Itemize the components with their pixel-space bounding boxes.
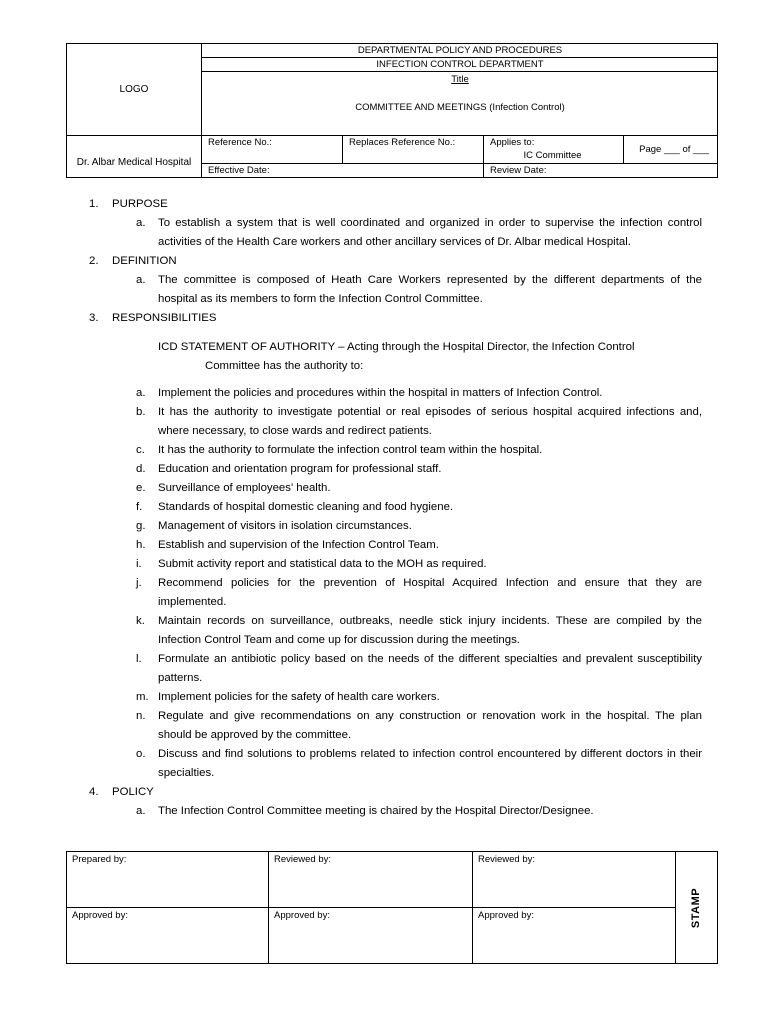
list-item-letter: o. (136, 748, 146, 760)
reviewed-by-label: Reviewed by: (274, 854, 332, 865)
list-item (0, 460, 768, 479)
list-item (0, 612, 768, 650)
list-item-letter: j. (136, 577, 142, 589)
list-item (0, 555, 768, 574)
list-item (0, 574, 768, 612)
prepared-by-cell (67, 852, 269, 908)
list-item-text: Formulate an antibiotic policy based on the needs of the different specialties and prevalent susceptibility patterns. (158, 653, 702, 684)
list-item (0, 441, 768, 460)
reviewed-by-cell (473, 852, 676, 908)
section-title: RESPONSIBILITIES (112, 312, 217, 324)
list-item-text: Recommend policies for the prevention of Hospital Acquired Infection and ensure that they are implemented. (158, 577, 702, 608)
signature-table (66, 851, 718, 964)
authority-statement-line1: ICD STATEMENT OF AUTHORITY – Acting through the Hospital Director, the Infection Control (158, 341, 635, 353)
list-item-text: Implement the policies and procedures within the hospital in matters of Infection Control. (158, 387, 603, 399)
approved-by-cell (473, 908, 676, 963)
reviewed-by-cell (269, 852, 473, 908)
prepared-by-label: Prepared by: (72, 854, 127, 865)
page-number: Page ___ of ___ (639, 144, 709, 155)
list-item-text: It has the authority to investigate potential or real episodes of serious hospital acquired infections and, where necessary, to close wards and redirect patients. (158, 406, 702, 437)
section-number: 4. (89, 786, 99, 798)
list-item-text: Discuss and find solutions to problems related to infection control encountered by different doctors in their specialties. (158, 748, 702, 779)
list-item-letter: f. (136, 501, 143, 513)
title-label: Title (451, 74, 469, 85)
list-item (0, 536, 768, 555)
reviewed-by-label: Reviewed by: (478, 854, 536, 865)
title-cell (202, 72, 718, 136)
list-item-letter: a. (136, 274, 146, 286)
list-item-text: Establish and supervision of the Infection Control Team. (158, 539, 439, 551)
section-title: DEFINITION (112, 255, 177, 267)
list-item (0, 707, 768, 745)
list-item (0, 403, 768, 441)
organization-cell (67, 136, 202, 178)
list-item (0, 384, 768, 403)
page-number-cell (624, 136, 718, 164)
list-item-text: It has the authority to formulate the infection control team within the hospital. (158, 444, 543, 456)
section-heading-definition (0, 252, 768, 271)
list-item-letter: b. (136, 406, 146, 418)
applies-to-value: IC Committee (523, 150, 582, 161)
list-item-letter: g. (136, 520, 146, 532)
list-item-text: Regulate and give recommendations on any construction or renovation work in the hospital. The plan should be approved by the committee. (158, 710, 702, 741)
section-title: PURPOSE (112, 198, 168, 210)
list-item-text: The Infection Control Committee meeting is chaired by the Hospital Director/Designee. (158, 805, 594, 817)
list-item-text: Implement policies for the safety of health care workers. (158, 691, 440, 703)
list-item-text: Management of visitors in isolation circumstances. (158, 520, 412, 532)
approved-by-label: Approved by: (72, 910, 128, 921)
review-date-cell (484, 164, 718, 178)
list-item-letter: m. (136, 691, 149, 703)
list-item-letter: l. (136, 653, 142, 665)
applies-to-label: Applies to: (490, 137, 535, 148)
list-item-text: To establish a system that is well coordinated and organized in order to supervise the infection control activities of the Health Care workers and other ancillary services of Dr. Albar medical Hospital. (158, 217, 702, 248)
authority-statement (0, 338, 768, 376)
list-item (0, 271, 768, 309)
section-heading-policy (0, 783, 768, 802)
list-item (0, 479, 768, 498)
list-item (0, 802, 768, 821)
organization-name: Dr. Albar Medical Hospital (76, 157, 192, 168)
stamp-cell (676, 852, 717, 963)
responsibilities-list (0, 384, 768, 783)
list-item (0, 498, 768, 517)
list-item-letter: a. (136, 387, 146, 399)
document-title: COMMITTEE AND MEETINGS (Infection Control) (355, 102, 565, 113)
list-item (0, 745, 768, 783)
approved-by-label: Approved by: (274, 910, 330, 921)
list-item (0, 688, 768, 707)
list-item-text: Maintain records on surveillance, outbreaks, needle stick injury incidents. These are compiled by the Infection Control Team and come up for discussion during the meetings. (158, 615, 702, 646)
section-number: 3. (89, 312, 99, 324)
list-item (0, 650, 768, 688)
document-header-table (66, 43, 718, 178)
list-item-letter: e. (136, 482, 146, 494)
replaces-reference-label: Replaces Reference No.: (349, 137, 456, 148)
list-item (0, 517, 768, 536)
approved-by-cell (67, 908, 269, 963)
section-number: 2. (89, 255, 99, 267)
section-title: POLICY (112, 786, 154, 798)
list-item-text: Surveillance of employees' health. (158, 482, 331, 494)
list-item-letter: a. (136, 805, 146, 817)
reference-no-cell (202, 136, 343, 164)
list-item-text: The committee is composed of Heath Care Workers represented by the different departments of the hospital as its members to form the Infection Control Committee. (158, 274, 702, 305)
department-name: INFECTION CONTROL DEPARTMENT (202, 58, 718, 72)
list-item-letter: a. (136, 217, 146, 229)
authority-statement-line2: Committee has the authority to: (205, 360, 364, 372)
replaces-reference-cell (343, 136, 484, 164)
applies-to-cell (484, 136, 624, 164)
list-item (0, 214, 768, 252)
list-item-letter: k. (136, 615, 145, 627)
effective-date-label: Effective Date: (208, 165, 270, 176)
list-item-letter: i. (136, 558, 142, 570)
list-item-letter: h. (136, 539, 146, 551)
section-heading-purpose (0, 195, 768, 214)
list-item-text: Submit activity report and statistical data to the MOH as required. (158, 558, 487, 570)
document-body (0, 195, 768, 821)
dept-policy-heading: DEPARTMENTAL POLICY AND PROCEDURES (202, 44, 718, 58)
review-date-label: Review Date: (490, 165, 547, 176)
effective-date-cell (202, 164, 484, 178)
approved-by-cell (269, 908, 473, 963)
section-heading-responsibilities (0, 309, 768, 328)
logo-placeholder (67, 44, 202, 136)
reference-no-label: Reference No.: (208, 137, 272, 148)
logo-text: LOGO (119, 84, 149, 95)
list-item-letter: c. (136, 444, 145, 456)
section-number: 1. (89, 198, 99, 210)
list-item-letter: d. (136, 463, 146, 475)
stamp-label: STAMP (690, 887, 703, 928)
approved-by-label: Approved by: (478, 910, 534, 921)
list-item-text: Education and orientation program for professional staff. (158, 463, 442, 475)
list-item-letter: n. (136, 710, 146, 722)
list-item-text: Standards of hospital domestic cleaning and food hygiene. (158, 501, 454, 513)
